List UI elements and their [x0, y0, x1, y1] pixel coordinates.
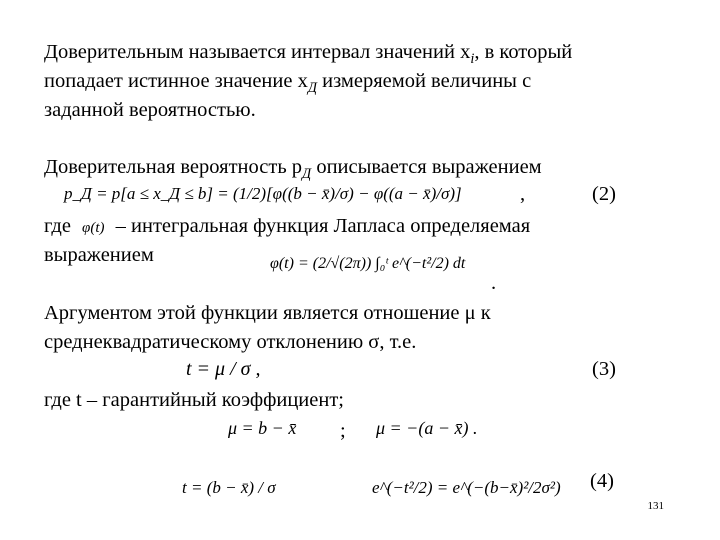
- para2-line1-pre: Доверительная вероятность p: [44, 156, 303, 178]
- para1-line1-post: , в который: [474, 41, 573, 63]
- equation-number-3: (3): [592, 358, 616, 380]
- phi-t-symbol: φ(t): [82, 220, 105, 236]
- formula-4-t: t = (b − x̄) / σ: [182, 478, 276, 497]
- para1-line2-pre: попадает истинное значение x: [44, 70, 308, 92]
- formulas-semicolon: ;: [340, 420, 346, 442]
- page-number: 131: [647, 500, 664, 512]
- para3-line1: Аргументом этой функции является отношение μ к: [44, 302, 491, 324]
- para2-where-line: [44, 212, 530, 243]
- para3-where-line: где t – гарантийный коэффициент;: [44, 389, 344, 411]
- para1-line3: заданной вероятностью.: [44, 99, 256, 121]
- mu-a-formula: μ = −(a − x̄) .: [376, 418, 478, 438]
- formula-2-comma: ,: [520, 183, 526, 205]
- para2-line1-sub: Д: [302, 166, 312, 183]
- para3-line2: среднеквадратическому отклонению σ, т.е.: [44, 331, 417, 353]
- where-text: – интегральная функция Лапласа определяемая: [115, 215, 531, 237]
- formula-3: t = μ / σ ,: [186, 358, 261, 380]
- formula-2: p_Д = p[a ≤ x_Д ≤ b] = (1/2)[φ((b − x̄)/σ) − φ((a − x̄)/σ)]: [64, 184, 462, 203]
- para1-line2-post: измеряемой величины с: [316, 70, 532, 92]
- para1-line2-sub: Д: [307, 80, 317, 97]
- equation-number-4: (4): [590, 470, 614, 492]
- equation-number-2: (2): [592, 183, 616, 205]
- para2-expr-word: выражением: [44, 244, 154, 266]
- para2-line1-post: описывается выражением: [311, 156, 542, 178]
- para1-line1-pre: Доверительным называется интервал значений x: [44, 41, 471, 63]
- para1-line1-sub: i: [470, 51, 475, 68]
- formula-4-exp: e^(−t²/2) = e^(−(b−x̄)²/2σ²): [372, 478, 561, 497]
- laplace-dot: .: [491, 272, 497, 294]
- laplace-formula: φ(t) = (2/√(2π)) ∫₀ᵗ e^(−t²/2) dt: [270, 255, 466, 272]
- mu-b-formula: μ = b − x̄: [228, 418, 297, 438]
- where-word: где: [44, 215, 71, 237]
